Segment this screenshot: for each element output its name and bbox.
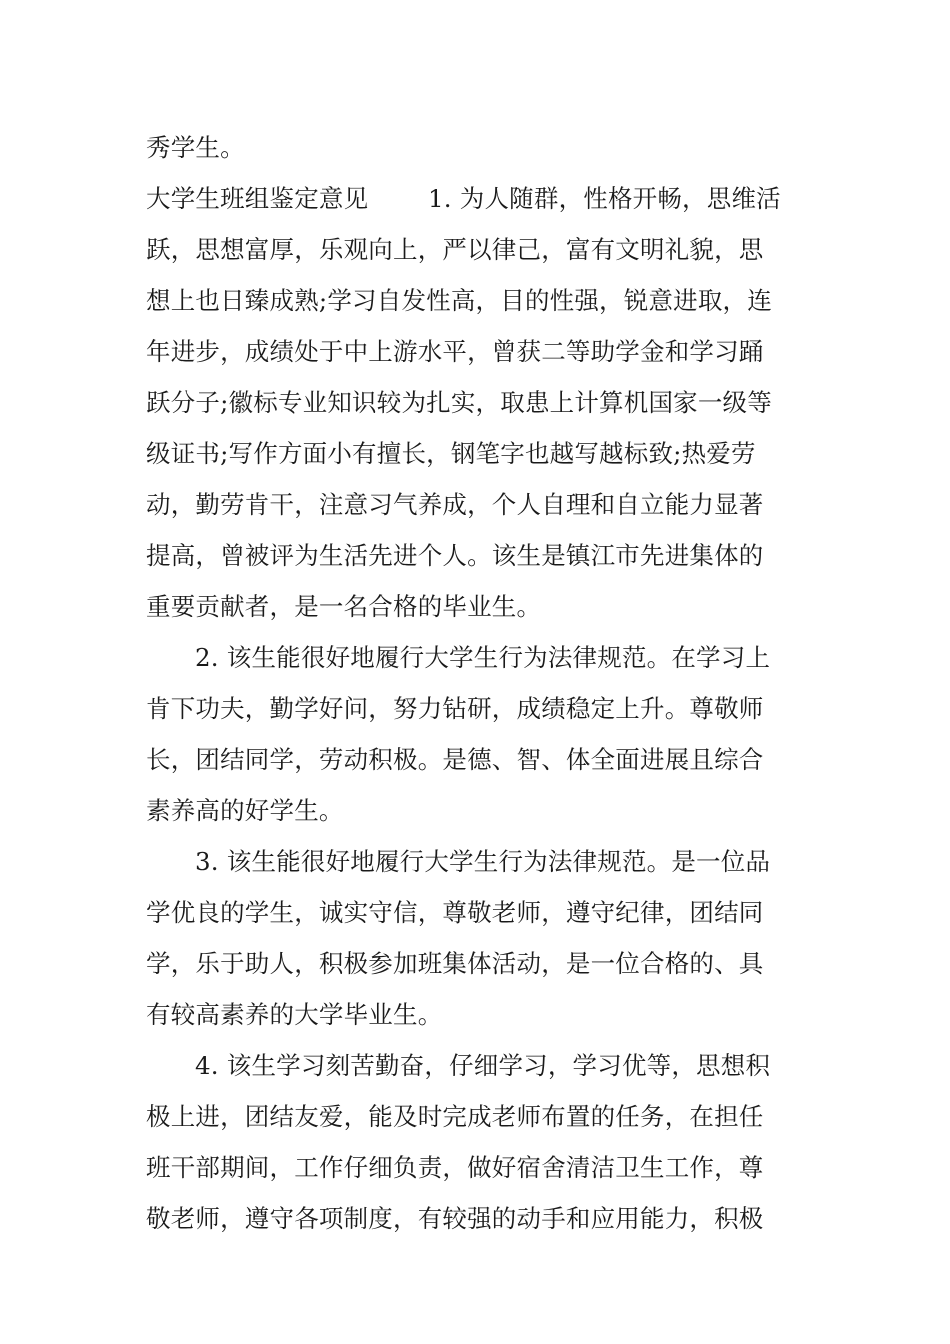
paragraph-line: 1. 为人随群，性格开畅，思维活 (428, 184, 781, 213)
paragraph-line: 跃分子;徽标专业知识较为扎实，取患上计算机国家一级等 (146, 388, 772, 417)
document-body (146, 122, 810, 1244)
opening-line: 秀学生。 (146, 133, 245, 162)
paragraph-line: 长，团结同学，劳动积极。是德、智、体全面进展且综合 (146, 745, 764, 774)
paragraph-line: 年进步，成绩处于中上游水平，曾获二等助学金和学习踊 (146, 337, 764, 366)
paragraph-line: 班干部期间，工作仔细负责，做好宿舍清洁卫生工作，尊 (146, 1153, 764, 1182)
paragraph-line: 学优良的学生，诚实守信，尊敬老师，遵守纪律，团结同 (146, 898, 764, 927)
paragraph-line: 有较高素养的大学毕业生。 (146, 1000, 443, 1029)
section-heading: 大学生班组鉴定意见 (146, 184, 369, 213)
paragraph-line: 素养高的好学生。 (146, 796, 344, 825)
paragraph-line: 动，勤劳肯干，注意习气养成，个人自理和自立能力显著 (146, 490, 764, 519)
paragraph-line: 想上也日臻成熟;学习自发性高，目的性强，锐意进取，连 (146, 286, 772, 315)
paragraph-line: 级证书;写作方面小有擅长，钢笔字也越写越标致;热爱劳 (146, 439, 756, 468)
paragraph-line: 重要贡献者，是一名合格的毕业生。 (146, 592, 542, 621)
paragraph-start-line: 4. 该生学习刻苦勤奋，仔细学习，学习优等，思想积 (195, 1051, 771, 1080)
section-heading-line (146, 173, 810, 224)
paragraph-start-line: 2. 该生能很好地履行大学生行为法律规范。在学习上 (195, 643, 771, 672)
paragraph-line: 提高，曾被评为生活先进个人。该生是镇江市先进集体的 (146, 541, 764, 570)
paragraph-line: 敬老师，遵守各项制度，有较强的动手和应用能力，积极 (146, 1204, 764, 1233)
paragraph-line: 跃，思想富厚，乐观向上，严以律己，富有文明礼貌，思 (146, 235, 764, 264)
paragraph-line: 极上进，团结友爱，能及时完成老师布置的任务，在担任 (146, 1102, 764, 1131)
paragraph-line: 肯下功夫，勤学好问，努力钻研，成绩稳定上升。尊敬师 (146, 694, 764, 723)
paragraph-line: 学，乐于助人，积极参加班集体活动，是一位合格的、具 (146, 949, 764, 978)
paragraph-start-line: 3. 该生能很好地履行大学生行为法律规范。是一位品 (195, 847, 771, 876)
